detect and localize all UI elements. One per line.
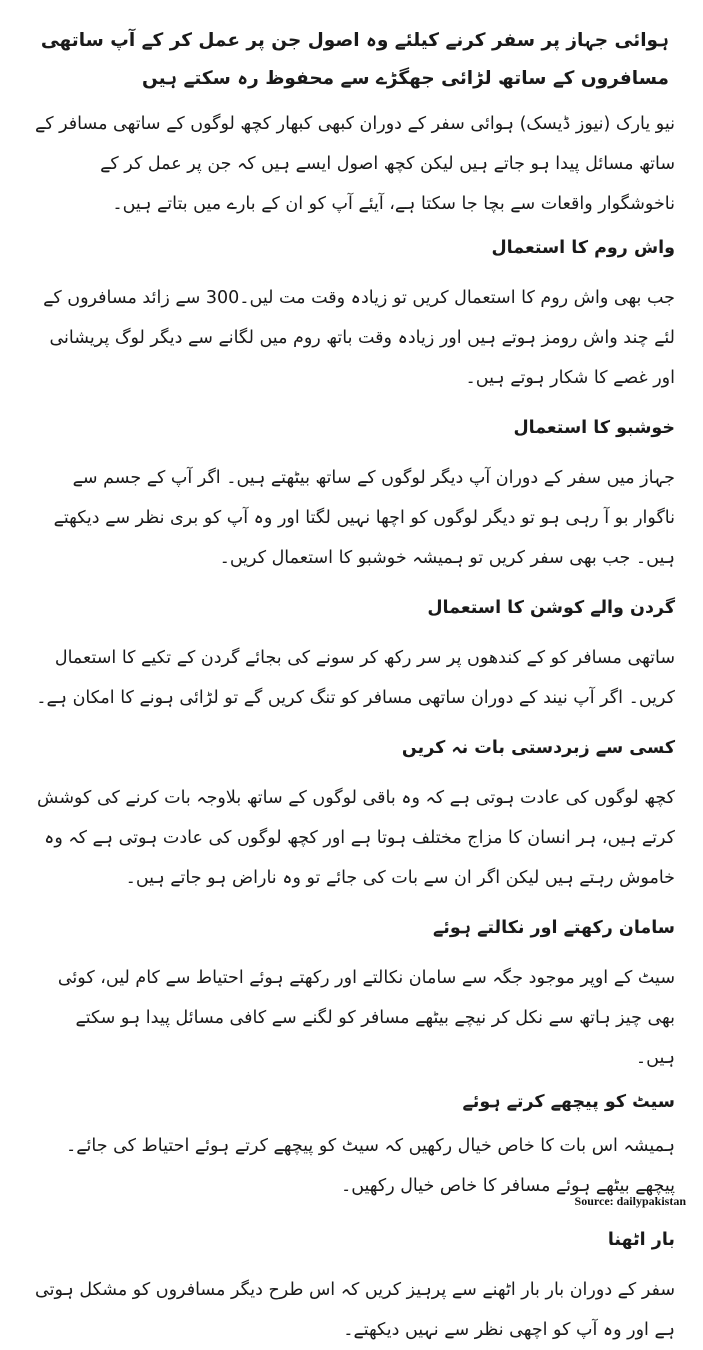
section-heading-luggage: سامان رکھتے اور نکالتے ہوئے [433,918,675,938]
section-body-washroom: جب بھی واش روم کا استعمال کریں تو زیادہ وقت مت لیں۔300 سے زائد مسافروں کے لئے چند واش رومز ہوتے ہیں اور زیادہ وقت باتھ روم میں لگانے سے دیگر لوگ پریشانی اور غصے کا شکار ہوتے ہیں۔ [43,288,675,388]
section-heading-seat-recline: سیٹ کو پیچھے کرتے ہوئے [462,1092,675,1112]
source-credit: Source: dailypakistan [574,1194,686,1208]
section-heading-getting-up: بار اٹھنا [607,1230,675,1250]
section-body-forced-talk: کچھ لوگوں کی عادت ہوتی ہے کہ وہ باقی لوگوں کے ساتھ بلاوجہ بات کرنے کی کوشش کرتے ہیں، ہر انسان کا مزاج مختلف ہوتا ہے اور کچھ لوگوں کی عادت ہوتی ہے کہ وہ خاموش رہتے ہیں لیکن اگر ان سے بات کی جائے تو وہ ناراض ہو جاتے ہیں۔ [37,788,675,888]
section-body-getting-up: سفر کے دوران بار بار اٹھنے سے پرہیز کریں کہ اس طرح دیگر مسافروں کو مشکل ہوتی ہے اور وہ آپ کو اچھی نظر سے نہیں دیکھتے۔ [35,1280,675,1340]
section-heading-washroom: واش روم کا استعمال [491,238,675,258]
section-body-seat-recline: ہمیشہ اس بات کا خاص خیال رکھیں کہ سیٹ کو پیچھے کرتے ہوئے احتیاط کی جائے۔ پیچھے بیٹھے ہوئے مسافر کا خاص خیال رکھیں۔ [65,1136,675,1196]
section-body-luggage: سیٹ کے اوپر موجود جگہ سے سامان نکالتے اور رکھتے ہوئے احتیاط سے کام لیں، کوئی بھی چیز ہاتھ سے نکل کر نیچے بیٹھے مسافر کو لگنے سے کافی مسائل پیدا ہو سکتے ہیں۔ [57,968,675,1068]
section-heading-forced-talk: کسی سے زبردستی بات نہ کریں [401,738,675,758]
section-heading-neck-pillow: گردن والے کوشن کا استعمال [427,598,675,618]
section-heading-fragrance: خوشبو کا استعمال [513,418,675,438]
section-body-fragrance: جہاز میں سفر کے دوران آپ دیگر لوگوں کے ساتھ بیٹھتے ہیں۔ اگر آپ کے جسم سے ناگوار بو آ رہی ہو تو دیگر لوگوں کو اچھا نہیں لگتا اور وہ آپ کو بری نظر سے دیکھتے ہیں۔ جب بھی سفر کریں تو ہمیشہ خوشبو کا استعمال کریں۔ [53,468,675,568]
article-intro: نیو یارک (نیوز ڈیسک) ہوائی سفر کے دوران کبھی کبھار کچھ لوگوں کے ساتھی مسافر کے ساتھ مسائل پیدا ہو جاتے ہیں لیکن کچھ اصول ایسے ہیں کہ جن پر عمل کر کے ناخوشگوار واقعات سے بچا جا سکتا ہے، آیئے آپ کو ان کے بارے میں بتاتے ہیں۔ [35,114,675,214]
article-title: ہوائی جہاز پر سفر کرنے کیلئے وہ اصول جن پر عمل کر کے آپ ساتھی مسافروں کے ساتھ لڑائی جھگڑے سے محفوظ رہ سکتے ہیں [40,30,669,89]
section-body-neck-pillow: ساتھی مسافر کو کے کندھوں پر سر رکھ کر سونے کی بجائے گردن کے تکیے کا استعمال کریں۔ اگر آپ نیند کے دوران ساتھی مسافر کو تنگ کریں گے تو لڑائی ہونے کا امکان ہے۔ [36,648,675,708]
